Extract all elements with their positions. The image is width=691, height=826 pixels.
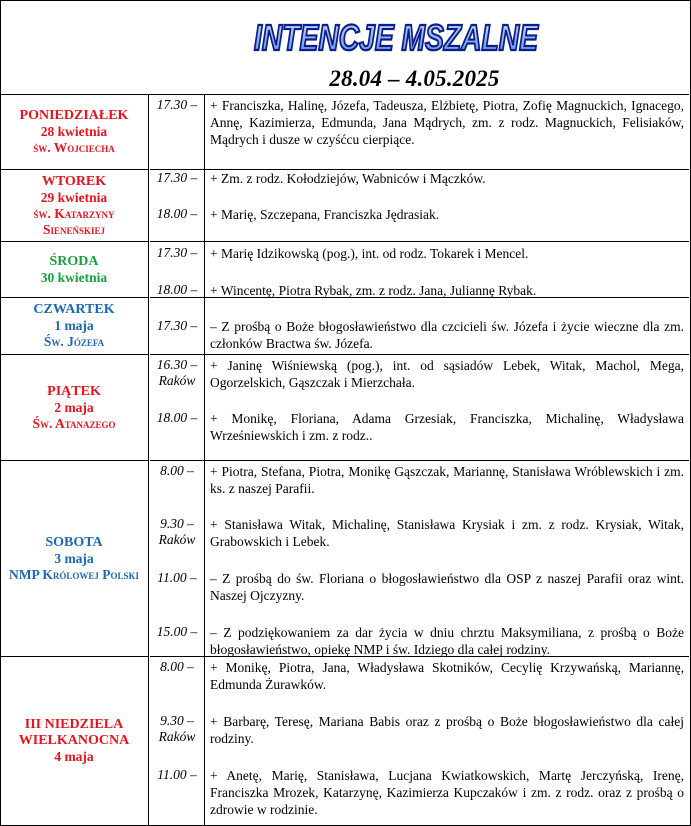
day-saint: Św. Atanazego [32, 415, 116, 431]
day-tuesday [0, 170, 149, 242]
mass-intention: + Piotra, Stefana, Piotra, Monikę Gąszczak, Mariannę, Stanisława Wróblewskich i zm. ks. z naszej Parafii. [210, 464, 684, 496]
day-thursday [0, 298, 149, 355]
day-name: PONIEDZIAŁEK [19, 108, 129, 123]
mass-intention: + Monikę, Floriana, Adama Grzesiak, Franciszka, Michalinę, Władysława Wrześniewskich i zm. z rodz.. [210, 411, 684, 443]
day-date: 1 maja [54, 318, 94, 333]
day-saint: św. Wojciecha [33, 140, 115, 155]
day-saturday [0, 461, 149, 657]
mass-intention: + Franciszka, Halinę, Józefa, Tadeusza, Elżbietę, Piotra, Zofię Magnuckich, Ignacego, Annę, Kazimierza, Edmunda, Jana Mądrych, zm. z rodz. Magnuckich, Felisiaków, Mądrych i dusze w czyśćcu cierpiące. [210, 98, 684, 147]
day-name: ŚRODA [49, 253, 99, 269]
mass-time-value: 9.30 – [160, 516, 194, 531]
mass-time: 11.00 – [157, 570, 197, 585]
day-name: III NIEDZIELA WIELKANOCNA [18, 717, 130, 748]
mass-intention: + Zm. z rodz. Kołodziejów, Wabniców i Mączków. [210, 171, 486, 186]
mass-intention: + Janinę Wiśniewską (pog.), int. od sąsiadów Lebek, Witak, Machol, Mega, Ogorzelskich, Gąszczak i Mierzchała. [210, 358, 684, 390]
day-monday [0, 95, 149, 170]
mass-time: 18.00 – [156, 206, 198, 221]
header [0, 0, 689, 95]
day-name: WTOREK [41, 173, 107, 189]
title-wordart [250, 10, 550, 62]
mass-intention: + Marię Idzikowską (pog.), int. od rodz. Tokarek i Mencel. [210, 246, 529, 261]
mass-time [150, 516, 204, 548]
mass-intention: – Z podziękowaniem za dar życia w dniu chrztu Maksymiliana, z prośbą o Boże błogosławieństwo, opiekę NMP i św. Idziego dla całej rodziny. [210, 625, 684, 657]
day-date: 3 maja [54, 550, 94, 566]
mass-time: 15.00 – [156, 624, 198, 639]
mass-time: 11.00 – [157, 767, 197, 782]
mass-place: Raków [158, 373, 196, 388]
mass-time: 17.30 – [156, 97, 198, 112]
day-saint: NMP Królowej Polski [8, 566, 139, 582]
mass-intention: + Wincentę, Piotra Rybak, zm. z rodz. Jana, Juliannę Rybak. [210, 283, 537, 298]
day-sunday [0, 657, 149, 825]
day-date: 29 kwietnia [40, 189, 108, 205]
row-divider [150, 241, 689, 242]
day-name: PIĄTEK [47, 383, 101, 399]
page-title: INTENCJE MSZALNE [254, 17, 539, 58]
mass-intention: + Barbarę, Teresę, Mariana Babis oraz z prośbą o Boże błogosławieństwo dla całej rodziny. [210, 714, 684, 746]
day-date: 28 kwietnia [40, 124, 108, 139]
row-divider [150, 460, 689, 461]
mass-intention: + Stanisława Witak, Michalinę, Stanisława Krysiak i zm. z rodz. Krysiak, Witak, Grabowskich i Lebek. [210, 517, 684, 549]
mass-time: 17.30 – [156, 245, 198, 260]
mass-time [150, 357, 204, 389]
mass-time: 8.00 – [160, 463, 194, 478]
mass-intention: + Anetę, Marię, Stanisława, Lucjana Kwiatkowskich, Martę Jerczyńską, Irenę, Franciszka Mrozek, Katarzynę, Kazimierza Kupczaków i zm. z rodz. oraz z prośbą o zdrowie w rodzinie. [210, 768, 684, 817]
mass-time: 17.30 – [156, 318, 198, 333]
row-divider [150, 354, 689, 355]
mass-time: 18.00 – [156, 410, 198, 425]
day-date: 30 kwietnia [40, 269, 108, 285]
mass-place: Raków [158, 532, 196, 547]
mass-intention: – Z prośbą do św. Floriana o błogosławieństwo dla OSP z naszej Parafii oraz wint. Naszej Ojczyzny. [210, 571, 684, 603]
mass-place: Raków [158, 729, 196, 744]
mass-time: 8.00 – [160, 659, 194, 674]
day-date: 4 maja [54, 749, 94, 764]
day-saint: św. Katarzyny Sieneńskiej [33, 205, 115, 237]
day-name: CZWARTEK [33, 302, 115, 317]
date-range: 28.04 – 4.05.2025 [329, 66, 500, 91]
day-date: 2 maja [54, 399, 94, 415]
mass-intention: + Monikę, Piotra, Jana, Władysława Skotników, Cecylię Krzywańską, Mariannę, Edmunda Żurawków. [210, 660, 684, 692]
day-friday [0, 355, 149, 461]
mass-time [150, 713, 204, 745]
mass-time: 18.00 – [156, 282, 198, 297]
mass-time-value: 9.30 – [160, 713, 194, 728]
mass-time: 17.30 – [156, 170, 198, 185]
day-saint: Św. Józefa [43, 334, 105, 349]
day-name: SOBOTA [45, 534, 103, 550]
day-wednesday [0, 242, 149, 298]
mass-intention: + Marię, Szczepana, Franciszka Jędrasiak. [210, 207, 440, 222]
mass-time-value: 16.30 – [156, 357, 198, 372]
mass-intention: – Z prośbą o Boże błogosławieństwo dla czcicieli św. Józefa i życie wieczne dla zm. członków Bractwa św. Józefa. [210, 319, 684, 351]
